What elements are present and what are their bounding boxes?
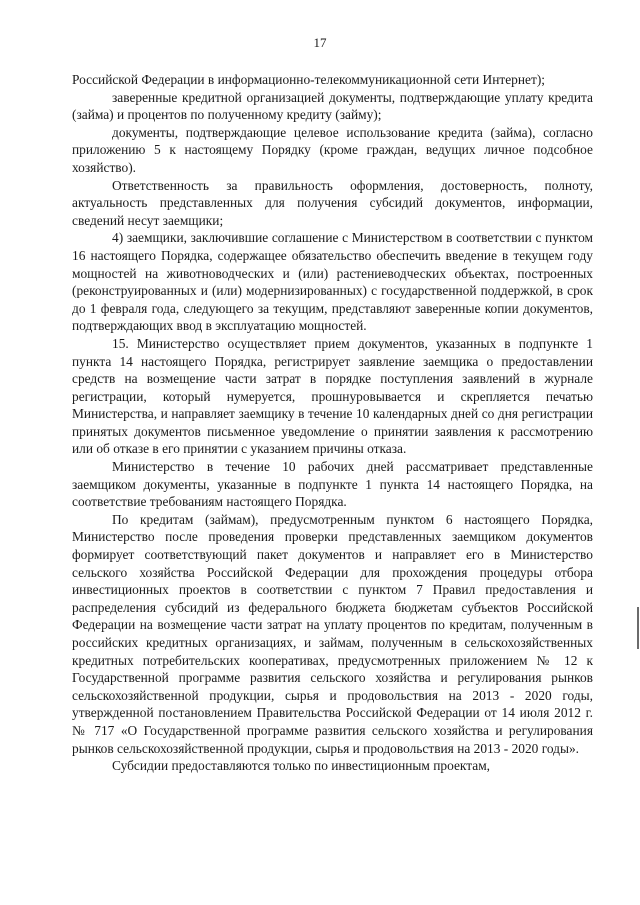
paragraph-section-15: 15. Министерство осуществляет прием документов, указанных в подпункте 1 пункта 14 настоящего Порядка, регистрирует заявление заемщика о предоставлении средств на возмещение части затрат в порядке поступления заявлений в журнале регистрации, который нумеруется, прошнуровывается и скрепляется печатью Министерства, и направляет заемщику в течение 10 календарных дней со дня регистрации принятых документов письменное уведомление о принятии заявления к рассмотрению или об отказе в его принятии с указанием причины отказа. <box>72 335 593 457</box>
scan-edge-mark <box>637 607 639 649</box>
page-number: 17 <box>313 35 327 50</box>
document-body <box>72 71 593 775</box>
paragraph-target-use-docs: документы, подтверждающие целевое использование кредита (займа), согласно приложению 5 к настоящему Порядку (кроме граждан, ведущих личное подсобное хозяйство). <box>72 124 593 175</box>
paragraph-review-period: Министерство в течение 10 рабочих дней рассматривает представленные заемщиком документы, указанные в подпункте 1 пункта 14 настоящего Порядка, на соответствие требованиям настоящего Порядка. <box>72 459 593 510</box>
paragraph-continuation: Российской Федерации в информационно-телекоммуникационной сети Интернет); <box>72 72 545 87</box>
paragraph-subsidies: Субсидии предоставляются только по инвестиционным проектам, <box>112 758 491 774</box>
paragraph-loan-payment-docs: заверенные кредитной организацией документы, подтверждающие уплату кредита (займа) и процентов по полученному кредиту (займу); <box>72 89 593 123</box>
paragraph-item-4: 4) заемщики, заключившие соглашение с Министерством в соответствии с пунктом 16 настоящего Порядка, содержащее обязательство обеспечить введение в текущем году мощностей на животноводческих и (или) растениеводческих объектах, построенных (реконструированных и (или) модернизированных) с государственной поддержкой, в срок до 1 февраля года, следующего за текущим, представляют заверенные копии документов, подтверждающих ввод в эксплуатацию мощностей. <box>72 230 593 334</box>
paragraph-credits-clause-6: По кредитам (займам), предусмотренным пунктом 6 настоящего Порядка, Министерство после проведения проверки представленных заемщиком документов формирует соответствующий пакет документов и направляет его в Министерство сельского хозяйства Российской Федерации для прохождения процедуры отбора инвестиционных проектов в соответствии с пунктом 7 Правил предоставления и распределения субсидий из федерального бюджета бюджетам субъектов Российской Федерации на возмещение части затрат на уплату процентов по кредитам, полученным в российских кредитных организациях, и займам, полученным в сельскохозяйственных кредитных потребительских кооперативах, предусмотренных приложением № 12 к Государственной программе развития сельского хозяйства и регулирования рынков сельскохозяйственной продукции, сырья и продовольствия на 2013 - 2020 годы, утвержденной постановлением Правительства Российской Федерации от 14 июля 2012 г. № 717 «О Государственной программе развития сельского хозяйства и регулирования рынков сельскохозяйственной продукции, сырья и продовольствия на 2013 - 2020 годы». <box>72 511 593 756</box>
paragraph-responsibility: Ответственность за правильность оформления, достоверность, полноту, актуальность представленных для получения субсидий документов, информации, сведений несут заемщики; <box>72 177 593 228</box>
